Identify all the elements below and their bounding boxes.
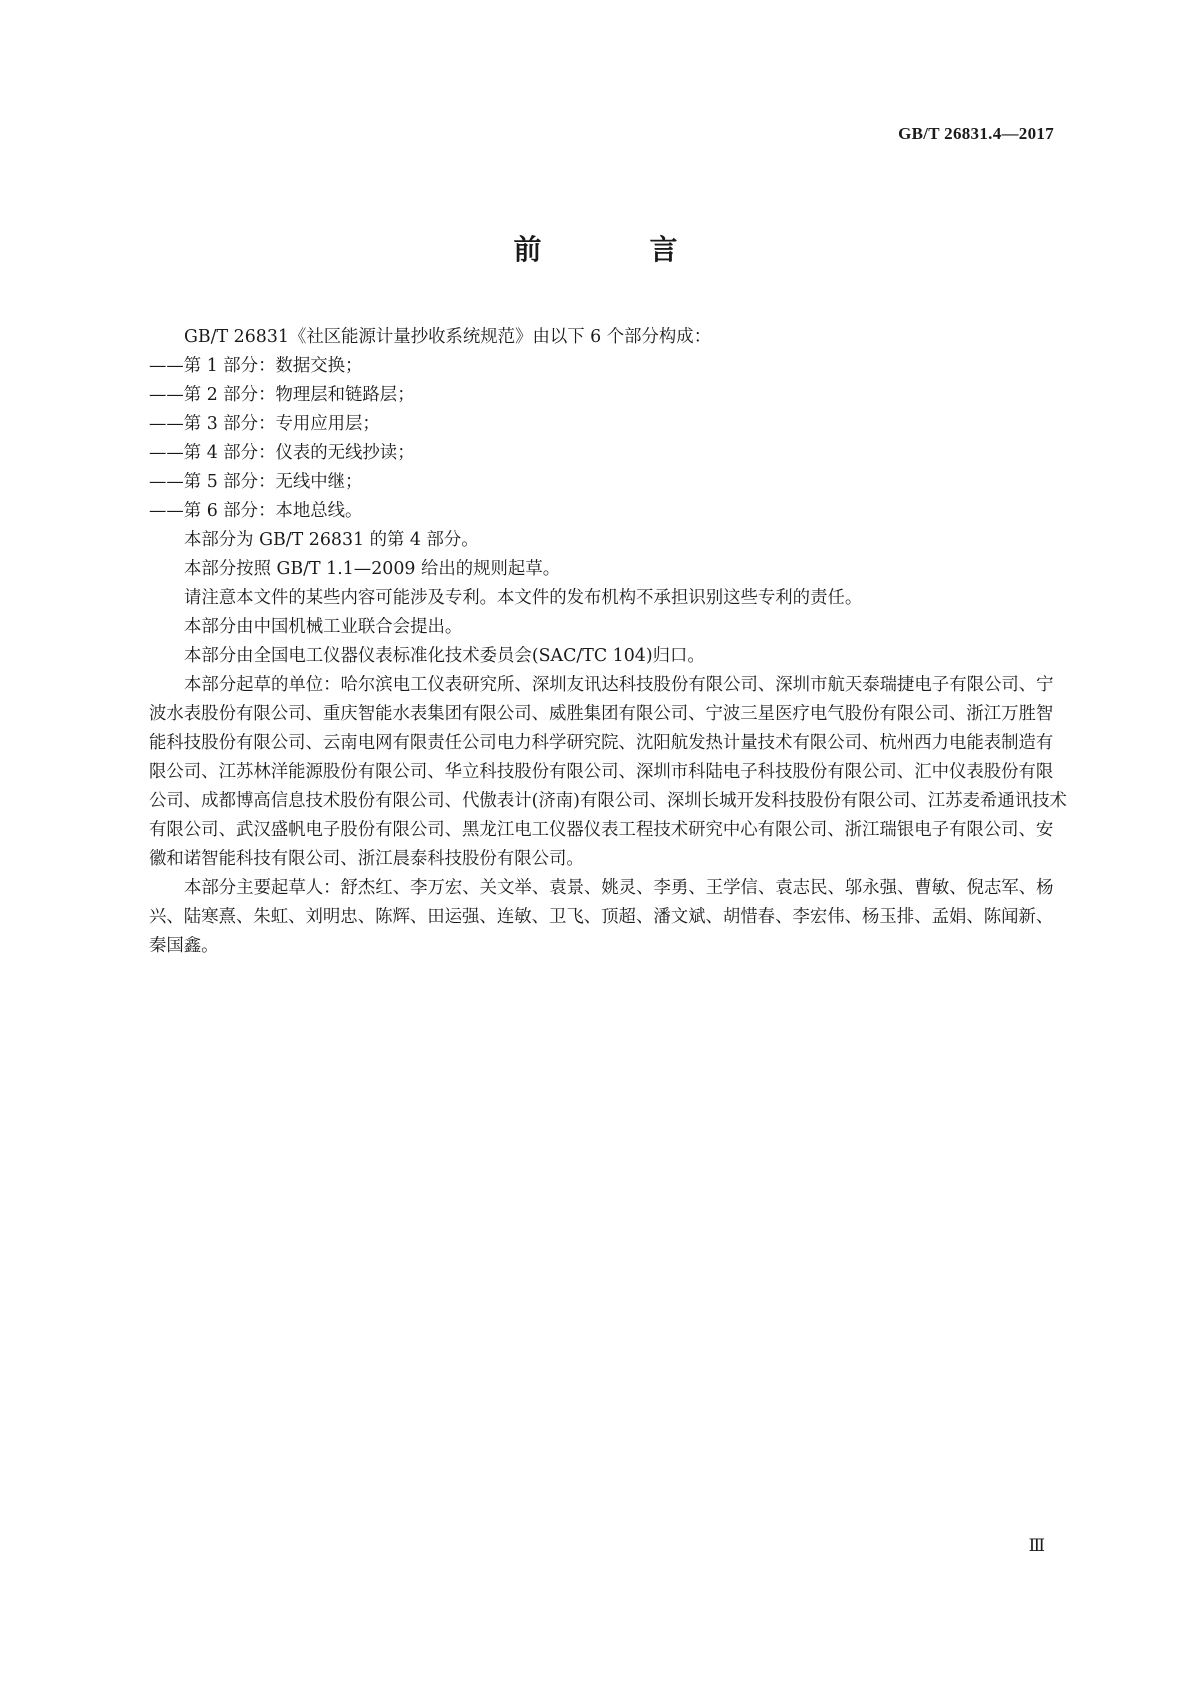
intro-paragraph: GB/T 26831《社区能源计量抄收系统规范》由以下 6 个部分构成：: [184, 327, 712, 347]
this-part-paragraph: 本部分为 GB/T 26831 的第 4 部分。: [184, 530, 479, 550]
patent-notice-paragraph: 请注意本文件的某些内容可能涉及专利。本文件的发布机构不承担识别这些专利的责任。: [184, 588, 863, 608]
document-body: [149, 323, 1069, 961]
drafting-units-paragraph: 本部分起草的单位：哈尔滨电工仪表研究所、深圳友讯达科技股份有限公司、深圳市航天泰瑞捷电子有限公司、宁波水表股份有限公司、重庆智能水表集团有限公司、威胜集团有限公司、宁波三星医疗电气股份有限公司、浙江万胜智能科技股份有限公司、云南电网有限责任公司电力科学研究院、沈阳航发热计量技术有限公司、杭州西力电能表制造有限公司、江苏林洋能源股份有限公司、华立科技股份有限公司、深圳市科陆电子科技股份有限公司、汇中仪表股份有限公司、成都博高信息技术股份有限公司、代傲表计(济南)有限公司、深圳长城开发科技股份有限公司、江苏麦希通讯技术有限公司、武汉盛帆电子股份有限公司、黑龙江电工仪器仪表工程技术研究中心有限公司、浙江瑞银电子有限公司、安徽和诺智能科技有限公司、浙江晨泰科技股份有限公司。: [149, 675, 1067, 869]
part-list-item: ——第 5 部分：无线中继；: [149, 472, 363, 492]
part-list-item: ——第 4 部分：仪表的无线抄读；: [149, 443, 415, 463]
part-list-item: ——第 6 部分：本地总线。: [149, 501, 363, 521]
page-title: 前 言: [513, 233, 718, 266]
proposed-by-paragraph: 本部分由中国机械工业联合会提出。: [184, 617, 463, 637]
drafters-paragraph: 本部分主要起草人：舒杰红、李万宏、关文举、袁景、姚灵、李勇、王学信、袁志民、邬永强、曹敏、倪志军、杨兴、陆寒熹、朱虹、刘明忠、陈辉、田运强、连敏、卫飞、顶超、潘文斌、胡惜春、李宏伟、杨玉排、孟娟、陈闻新、秦国鑫。: [149, 878, 1054, 956]
drafting-rules-paragraph: 本部分按照 GB/T 1.1—2009 给出的规则起草。: [184, 559, 561, 579]
part-list-item: ——第 2 部分：物理层和链路层；: [149, 385, 415, 405]
part-list-item: ——第 3 部分：专用应用层；: [149, 414, 380, 434]
standard-code: GB/T 26831.4—2017: [898, 124, 1054, 143]
part-list-item: ——第 1 部分：数据交换；: [149, 356, 363, 376]
page-number: Ⅲ: [1028, 1536, 1045, 1555]
jurisdiction-paragraph: 本部分由全国电工仪器仪表标准化技术委员会(SAC/TC 104)归口。: [184, 646, 705, 666]
